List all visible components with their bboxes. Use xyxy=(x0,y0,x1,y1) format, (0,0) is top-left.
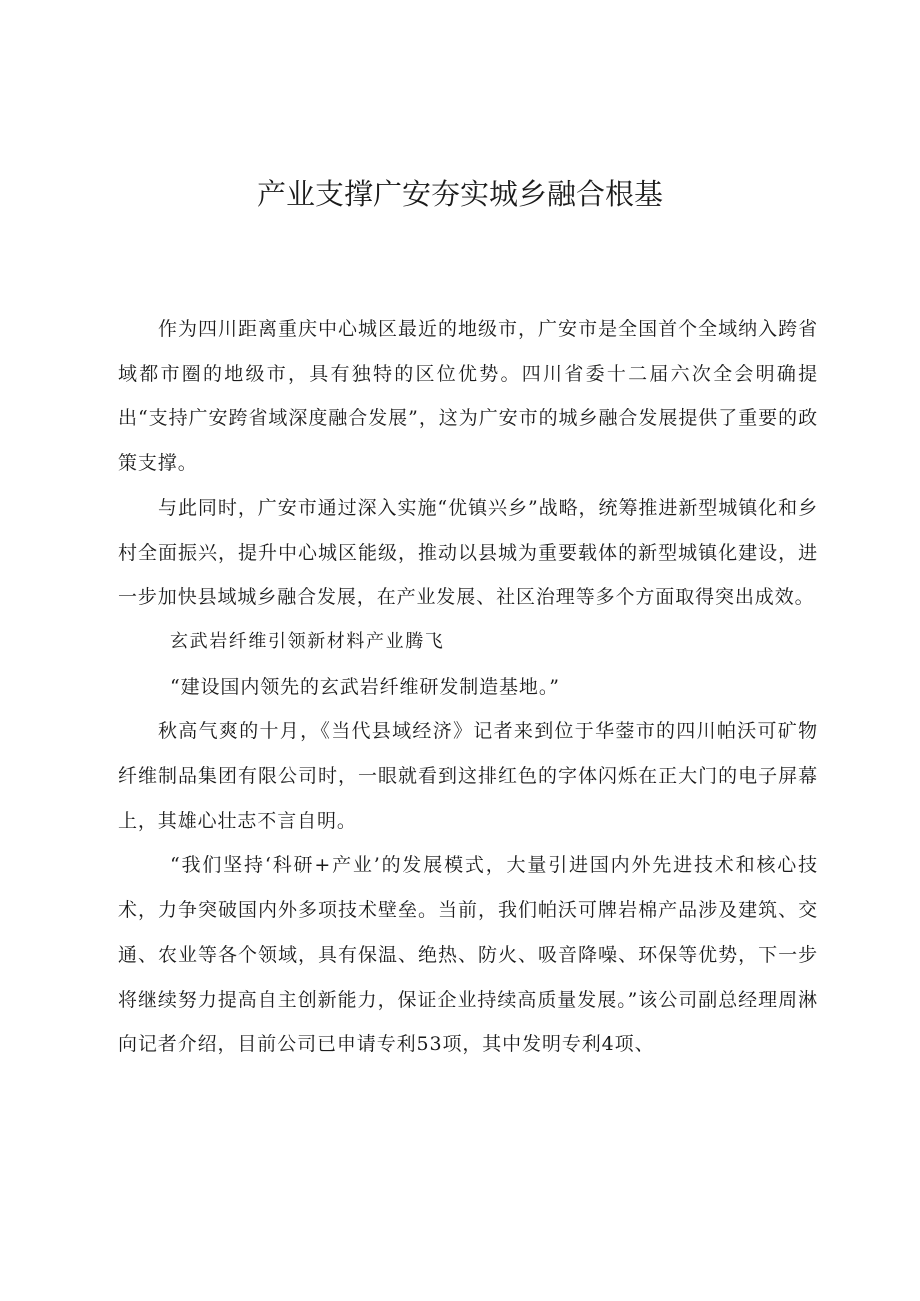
paragraph-strategy: 与此同时，广安市通过深入实施“优镇兴乡”战略，统筹推进新型城镇化和乡村全面振兴，提升中心城区能级，推动以县城为重要载体的新型城镇化建设，进一步加快县域城乡融合发展，在产业发展、社区治理等多个方面取得突出成效。 xyxy=(118,496,818,609)
article-body xyxy=(118,307,818,1067)
section-heading: 玄武岩纤维引领新材料产业腾飞 xyxy=(170,630,445,652)
paragraph-interview: “我们坚持‘科研+产业’的发展模式，大量引进国内外先进技术和核心技术，力争突破国内外多项技术壁垒。当前，我们帕沃可牌岩棉产品涉及建筑、交通、农业等各个领域，具有保温、绝热、防火、吸音降噪、环保等优势，下一步将继续努力提高自主创新能力，保证企业持续高质量发展。”该公司副总经理周淋向记者介绍，目前公司已申请专利53项，其中发明专利4项、 xyxy=(118,854,818,1056)
paragraph-intro: 作为四川距离重庆中心城区最近的地级市，广安市是全国首个全域纳入跨省域都市圈的地级市，具有独特的区位优势。四川省委十二届六次全会明确提出“支持广安跨省域深度融合发展”，这为广安市的城乡融合发展提供了重要的政策支撑。 xyxy=(118,318,818,475)
page-title: 产业支撑广安夯实城乡融合根基 xyxy=(256,177,663,211)
paragraph-visit: 秋高气爽的十月，《当代县域经济》记者来到位于华蓥市的四川帕沃可矿物纤维制品集团有限公司时，一眼就看到这排红色的字体闪烁在正大门的电子屏幕上，其雄心壮志不言自明。 xyxy=(118,720,818,832)
quote-slogan: “建设国内领先的玄武岩纤维研发制造基地。” xyxy=(170,675,560,698)
